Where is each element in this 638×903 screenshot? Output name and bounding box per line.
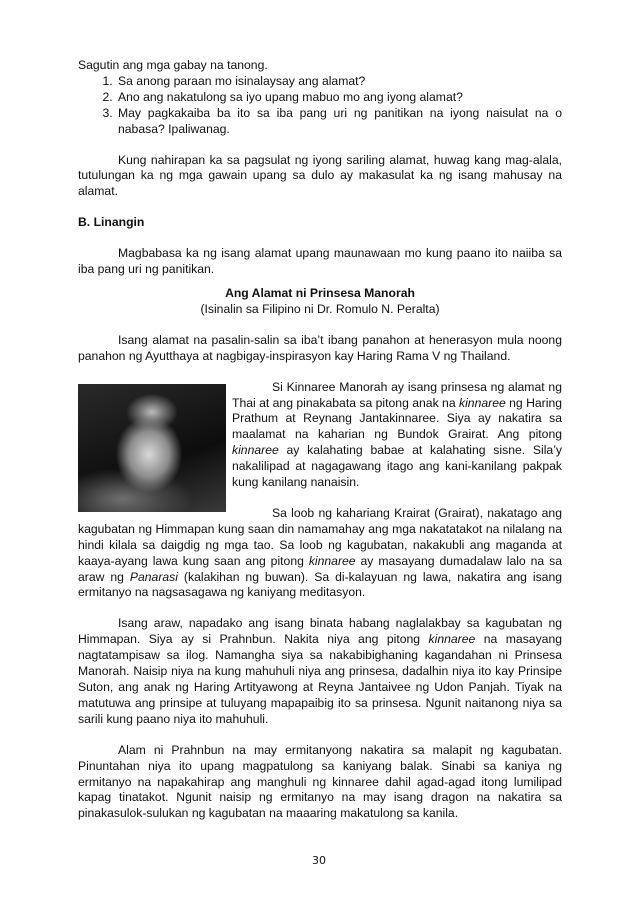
section-heading: B. Linangin [78, 215, 145, 230]
question-item: 3. May pagkakaiba ba ito sa iba pang uri ng panitikan na iyong naisulat na o nabasa? Ipaliwanag. [116, 106, 562, 138]
questions-intro: Sagutin ang mga gabay na tanong. [78, 58, 268, 72]
page-number: 30 [312, 854, 326, 867]
story-paragraph-1: Isang alamat na pasalin-salin sa iba’t ibang panahon at henerasyon mula noong panahon ng Ayutthaya at nagbigay-inspirasyon kay Haring Rama V ng Thailand. [78, 332, 562, 363]
princess-manorah-image [78, 384, 226, 512]
guide-questions-list [78, 74, 562, 138]
section-intro-paragraph: Magbabasa ka ng isang alamat upang maunawaan mo kung paano ito naiiba sa iba pang uri ng panitikan. [78, 246, 562, 277]
story-paragraph-3: Sa loob ng kahariang Krairat (Grairat), nakatago ang kagubatan ng Himmapan kung saan din namamahay ang mga nakatatakot na nilalang na hindi kilala sa daigdig ng mga tao. Sa loob ng kagubatan, nakakubli ang maganda at kaaya-ayang lawa kung saan ang pitong kinnaree ay masayang dumadalaw lalo na sa araw ng Panarasi (kalakihan ng buwan). Sa di-kalayuan ng lawa, nakatira ang isang ermitanyo na nagsasagawa ng kaniyang meditasyon. [78, 505, 562, 600]
document-page [78, 58, 562, 822]
story-paragraph-5: Alam ni Prahnbun na may ermitanyong nakatira sa malapit ng kagubatan. Pinuntahan niya ito upang magpatulong sa kaniyang balak. Sinabi sa kaniya ng ermitanyo na napakahirap ang manghuli ng kinnaree dahil agad-agad itong lumilipad kapag tinatakot. Ngunit naisip ng ermitanyo na may isang dragon na nakatira sa pinakasulok-sulukan ng kagubatan na maaaring makatulong sa kanila. [78, 742, 562, 821]
intro-paragraph: Kung nahirapan ka sa pagsulat ng iyong sariling alamat, huwag kang mag-alala, tutulungan ka ng mga gawain upang sa dulo ay makasulat ka ng isang mahusay na alamat. [78, 152, 562, 199]
story-title: Ang Alamat ni Prinsesa Manorah [225, 285, 415, 300]
story-paragraph-2: Si Kinnaree Manorah ay isang prinsesa ng alamat ng Thai at ang pinakabata sa pitong anak na kinnaree ng Haring Prathum at Reynang Jantakinnaree. Siya ay nakatira sa maalamat na kaharian ng Bundok Grairat. Ang pitong kinnaree ay kalahating babae at kalahating sisne. Sila’y nakalilipad at nagagawang itago ang kani-kanilang pakpak kung kanilang nanaisin. [232, 379, 562, 490]
question-item: 1. Sa anong paraan mo isinalaysay ang alamat? [116, 74, 562, 90]
story-paragraph-4: Isang araw, napadako ang isang binata habang naglalakbay sa kagubatan ng Himmapan. Siya ay si Prahnbun. Nakita niya ang pitong kinnaree na masayang nagtatampisaw sa ilog. Namangha siya sa nakabibighaning kagandahan ni Prinsesa Manorah. Naisip niya na kung mahuhuli niya ang prinsesa, dadalhin niya ito kay Prinsipe Suton, ang anak ng Haring Artityawong at Reyna Jantaivee ng Udon Panjah. Tiyak na matutuwa ang prinsipe at tuluyang mapapaibig ito sa prinsesa. Ngunit naitanong niya sa sarili kung paano niya ito mahuhuli. [78, 616, 563, 726]
story-subtitle: (Isinalin sa Filipino ni Dr. Romulo N. Peralta) [200, 301, 440, 316]
question-item: 2. Ano ang nakatulong sa iyo upang mabuo mo ang iyong alamat? [116, 90, 562, 106]
